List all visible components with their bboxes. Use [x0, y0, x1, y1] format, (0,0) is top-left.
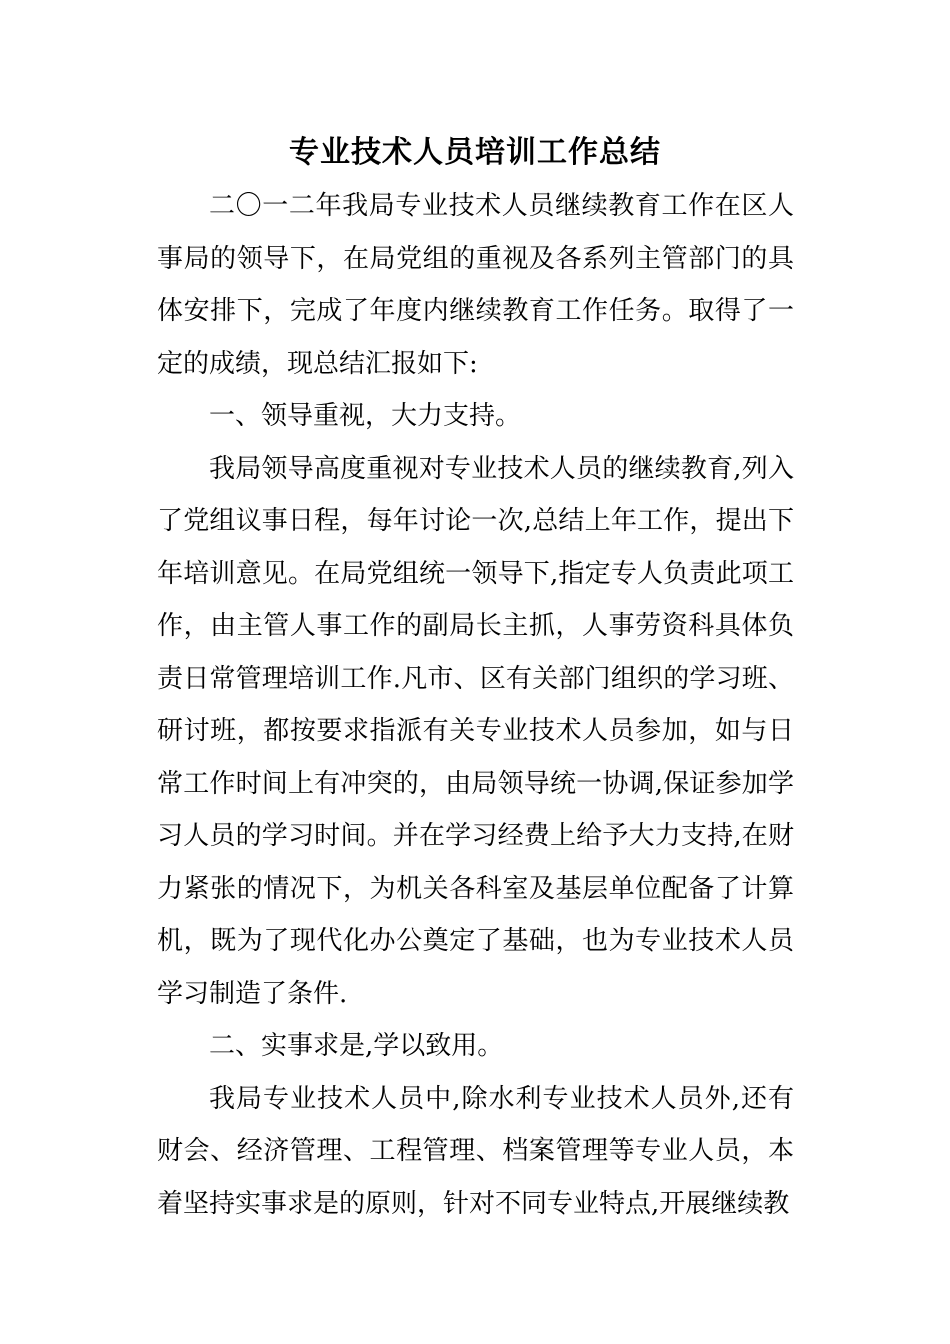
- document-body: [157, 180, 794, 1230]
- paragraph-intro: 二〇一二年我局专业技术人员继续教育工作在区人事局的领导下，在局党组的重视及各系列主管部门的具体安排下，完成了年度内继续教育工作任务。取得了一定的成绩，现总结汇报如下:: [157, 191, 794, 379]
- section-heading-2: 二、实事求是,学以致用。: [209, 1031, 504, 1061]
- paragraph-section-1: 我局领导高度重视对专业技术人员的继续教育,列入了党组议事日程，每年讨论一次,总结上年工作，提出下年培训意见。在局党组统一领导下,指定专人负责此项工作，由主管人事工作的副局长主抓，人事劳资科具体负责日常管理培训工作.凡市、区有关部门组织的学习班、研讨班，都按要求指派有关专业技术人员参加，如与日常工作时间上有冲突的，由局领导统一协调,保证参加学习人员的学习时间。并在学习经费上给予大力支持,在财力紧张的情况下，为机关各科室及基层单位配备了计算机，既为了现代化办公奠定了基础，也为专业技术人员学习制造了条件.: [157, 453, 794, 1009]
- section-heading-1: 一、领导重视，大力支持。: [209, 401, 522, 431]
- document-title: 专业技术人员培训工作总结: [289, 135, 661, 170]
- paragraph-section-2: 我局专业技术人员中,除水利专业技术人员外,还有财会、经济管理、工程管理、档案管理等专业人员，本着坚持实事求是的原则，针对不同专业特点,开展继续教: [157, 1083, 794, 1219]
